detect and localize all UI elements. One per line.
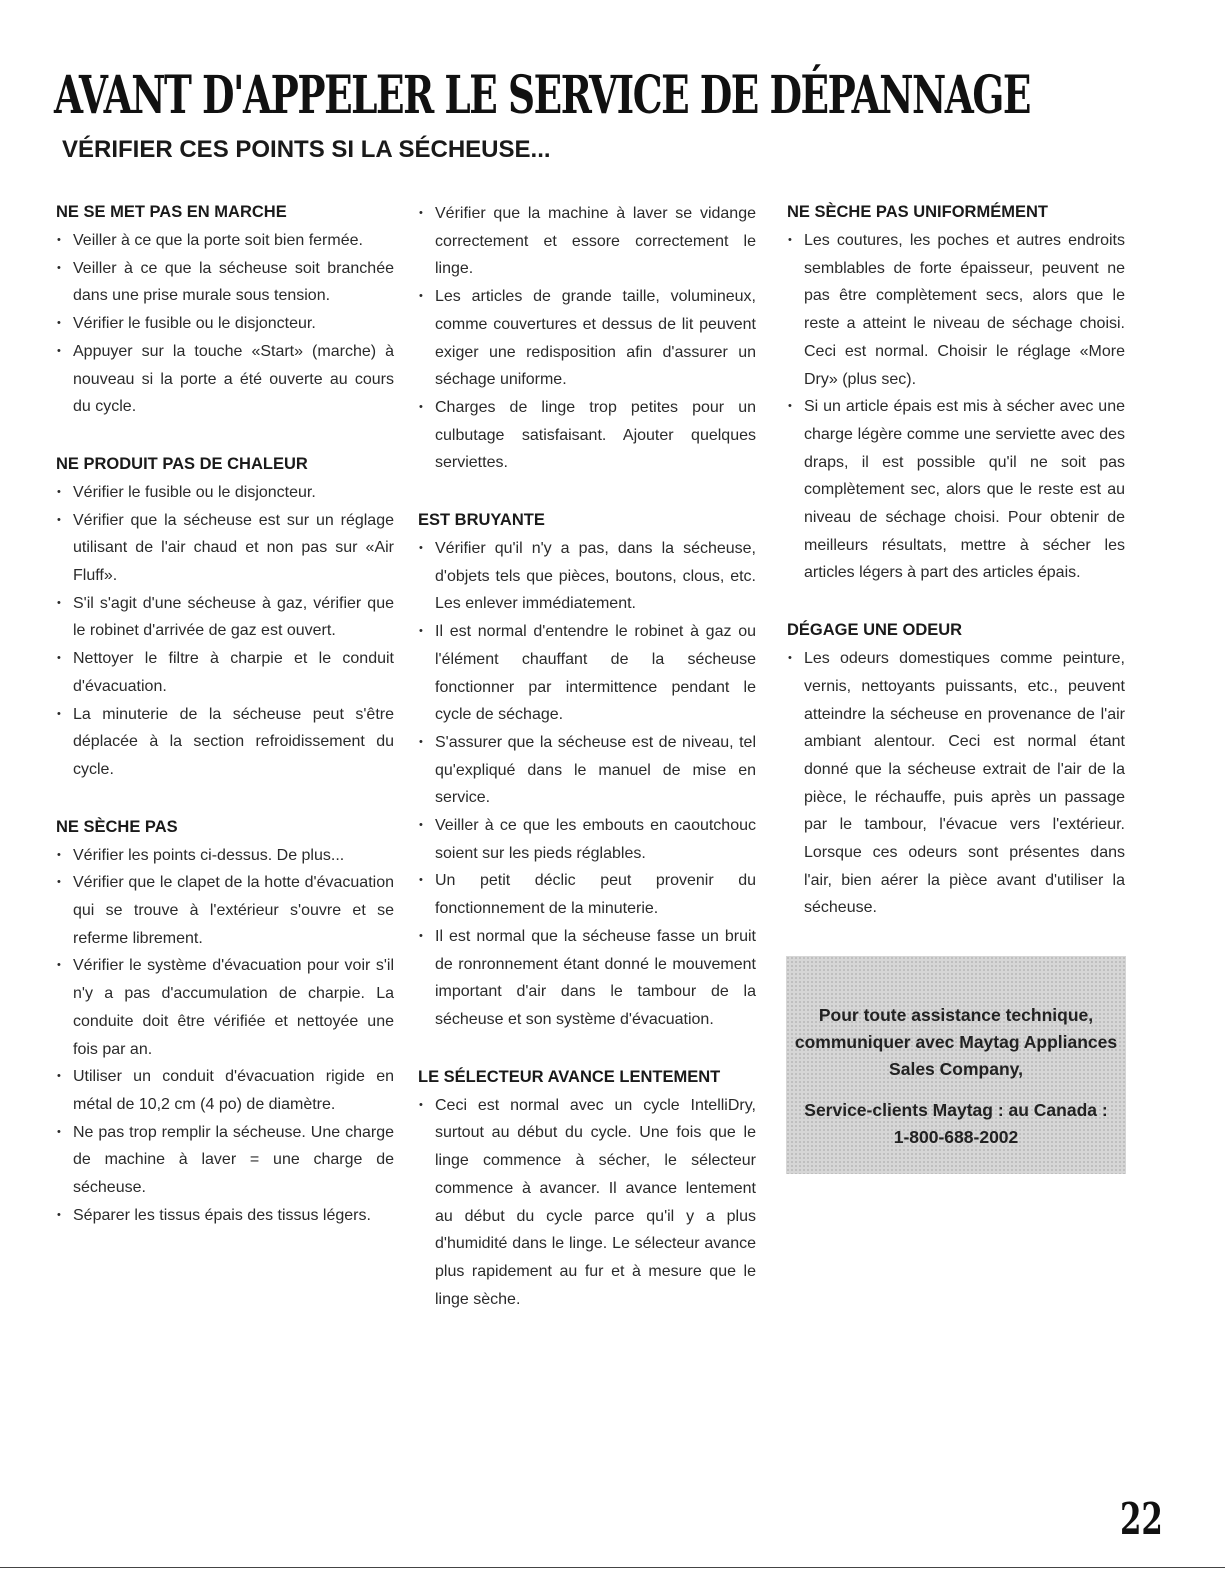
section-est-bruyante bbox=[418, 508, 756, 1034]
bullet-list bbox=[418, 200, 756, 477]
section-ne-seche-pas bbox=[56, 815, 394, 1230]
list-item: • Appuyer sur la touche «Start» (marche) à nouveau si la porte a été ouverte au cours du cycle. bbox=[56, 338, 394, 421]
list-item: • S'assurer que la sécheuse est de niveau, tel qu'expliqué dans le manuel de mise en service. bbox=[418, 729, 756, 812]
section-heading: EST BRUYANTE bbox=[418, 511, 545, 530]
support-line: Sales Company, bbox=[889, 1059, 1023, 1079]
section-selecteur-avance-lentement bbox=[418, 1065, 756, 1314]
list-item: • Nettoyer le filtre à charpie et le conduit d'évacuation. bbox=[56, 645, 394, 700]
section-heading: NE PRODUIT PAS DE CHALEUR bbox=[56, 454, 308, 473]
list-item: • Les articles de grande taille, volumineux, comme couvertures et dessus de lit peuvent exiger une redisposition afin d'assurer un séchage uniforme. bbox=[418, 283, 756, 394]
section-heading: NE SE MET PAS EN MARCHE bbox=[56, 203, 287, 221]
list-item: • Vérifier que le clapet de la hotte d'évacuation qui se trouve à l'extérieur s'ouvre et se referme librement. bbox=[56, 869, 394, 952]
support-line: Service-clients Maytag : au Canada : bbox=[804, 1100, 1108, 1120]
list-item: • Les odeurs domestiques comme peinture, vernis, nettoyants puissants, etc., peuvent atteindre la sécheuse en provenance de l'air ambiant alentour. Ceci est normal étant donné que la sécheuse extrait de l'air de la pièce, le réchauffe, puis après un passage par le tambour, l'évacue vers l'extérieur. Lorsque ces odeurs sont présentes dans l'air, bien aérer la pièce avant d'utiliser la sécheuse. bbox=[787, 645, 1125, 922]
bullet-list bbox=[56, 227, 394, 421]
page-number: 22 bbox=[1120, 1494, 1163, 1545]
bottom-rule bbox=[0, 1567, 1225, 1568]
list-item: • Vérifier le fusible ou le disjoncteur. bbox=[56, 479, 394, 507]
column-middle bbox=[418, 200, 756, 1344]
list-item: • Il est normal que la sécheuse fasse un bruit de ronronnement étant donné le mouvement important d'air dans le tambour de la sécheuse et son système d'évacuation. bbox=[418, 923, 756, 1034]
list-item: • Utiliser un conduit d'évacuation rigide en métal de 10,2 cm (4 po) de diamètre. bbox=[56, 1063, 394, 1118]
list-item: • Vérifier les points ci-dessus. De plus... bbox=[56, 842, 394, 870]
list-item: • Séparer les tissus épais des tissus légers. bbox=[56, 1202, 394, 1230]
list-item: • Vérifier que la machine à laver se vidange correctement et essore correctement le linge. bbox=[418, 200, 756, 283]
bullet-list bbox=[787, 227, 1125, 587]
bullet-list bbox=[418, 1092, 756, 1314]
list-item: • Vérifier que la sécheuse est sur un réglage utilisant de l'air chaud et non pas sur «Air Fluff». bbox=[56, 507, 394, 590]
list-item: • Vérifier le fusible ou le disjoncteur. bbox=[56, 310, 394, 338]
section-heading: NE SÈCHE PAS UNIFORMÉMENT bbox=[787, 203, 1048, 221]
section-degage-une-odeur bbox=[787, 618, 1125, 922]
list-item: • Ceci est normal avec un cycle IntelliDry, surtout au début du cycle. Une fois que le linge commence à sécher, le sélecteur commence à avancer. Il avance lentement au début du cycle parce qu'il y a plus d'humidité dans le linge. Le sélecteur avance plus rapidement au fur et à mesure que le linge sèche. bbox=[418, 1092, 756, 1314]
list-item: • Vérifier qu'il n'y a pas, dans la sécheuse, d'objets tels que pièces, boutons, clous, etc. Les enlever immédiatement. bbox=[418, 535, 756, 618]
support-phone-number: 1-800-688-2002 bbox=[893, 1127, 1019, 1147]
section-heading: NE SÈCHE PAS bbox=[56, 817, 178, 836]
list-item: • Vérifier le système d'évacuation pour voir s'il n'y a pas d'accumulation de charpie. La conduite doit être vérifiée et nettoyée une fois par an. bbox=[56, 952, 394, 1063]
support-line: communiquer avec Maytag Appliances bbox=[794, 1032, 1118, 1052]
support-contact-box bbox=[786, 956, 1126, 1174]
column-right bbox=[787, 200, 1125, 953]
section-ne-se-met-pas-en-marche bbox=[56, 200, 394, 421]
list-item: • Veiller à ce que la sécheuse soit branchée dans une prise murale sous tension. bbox=[56, 255, 394, 310]
bullet-list bbox=[56, 479, 394, 784]
section-heading: DÉGAGE UNE ODEUR bbox=[787, 621, 963, 640]
section-heading: LE SÉLECTEUR AVANCE LENTEMENT bbox=[418, 1067, 721, 1086]
list-item: • Ne pas trop remplir la sécheuse. Une charge de machine à laver = une charge de sécheuse. bbox=[56, 1119, 394, 1202]
column-left bbox=[56, 200, 394, 1261]
bullet-list bbox=[56, 842, 394, 1230]
section-ne-produit-pas-de-chaleur bbox=[56, 452, 394, 784]
list-item: • Veiller à ce que les embouts en caoutchouc soient sur les pieds réglables. bbox=[418, 812, 756, 867]
list-item: • Il est normal d'entendre le robinet à gaz ou l'élément chauffant de la sécheuse fonctionner par intermittence pendant le cycle de séchage. bbox=[418, 618, 756, 729]
section-continued bbox=[418, 200, 756, 477]
bullet-list bbox=[787, 645, 1125, 922]
list-item: • S'il s'agit d'une sécheuse à gaz, vérifier que le robinet d'arrivée de gaz est ouvert. bbox=[56, 590, 394, 645]
support-line: Pour toute assistance technique, bbox=[818, 1005, 1094, 1025]
page-title: AVANT D'APPELER LE SERVICE DE DÉPANNAGE bbox=[54, 65, 1031, 126]
list-item: • Les coutures, les poches et autres endroits semblables de forte épaisseur, peuvent ne pas être complètement secs, alors que le reste a atteint le niveau de séchage choisi. Ceci est normal. Choisir le réglage «More Dry» (plus sec). bbox=[787, 227, 1125, 393]
list-item: • Un petit déclic peut provenir du fonctionnement de la minuterie. bbox=[418, 867, 756, 922]
list-item: • Si un article épais est mis à sécher avec une charge légère comme une serviette avec des draps, il est possible qu'il ne soit pas complètement sec, alors que le reste est au niveau de séchage choisi. Pour obtenir de meilleurs résultats, mettre à sécher les articles légers à part des articles épais. bbox=[787, 393, 1125, 587]
list-item: • Charges de linge trop petites pour un culbutage satisfaisant. Ajouter quelques serviettes. bbox=[418, 394, 756, 477]
list-item: • Veiller à ce que la porte soit bien fermée. bbox=[56, 227, 394, 255]
section-ne-seche-pas-uniformement bbox=[787, 200, 1125, 587]
list-item: • La minuterie de la sécheuse peut s'être déplacée à la section refroidissement du cycle. bbox=[56, 701, 394, 784]
page-subtitle: VÉRIFIER CES POINTS SI LA SÉCHEUSE... bbox=[62, 136, 551, 163]
bullet-list bbox=[418, 535, 756, 1034]
